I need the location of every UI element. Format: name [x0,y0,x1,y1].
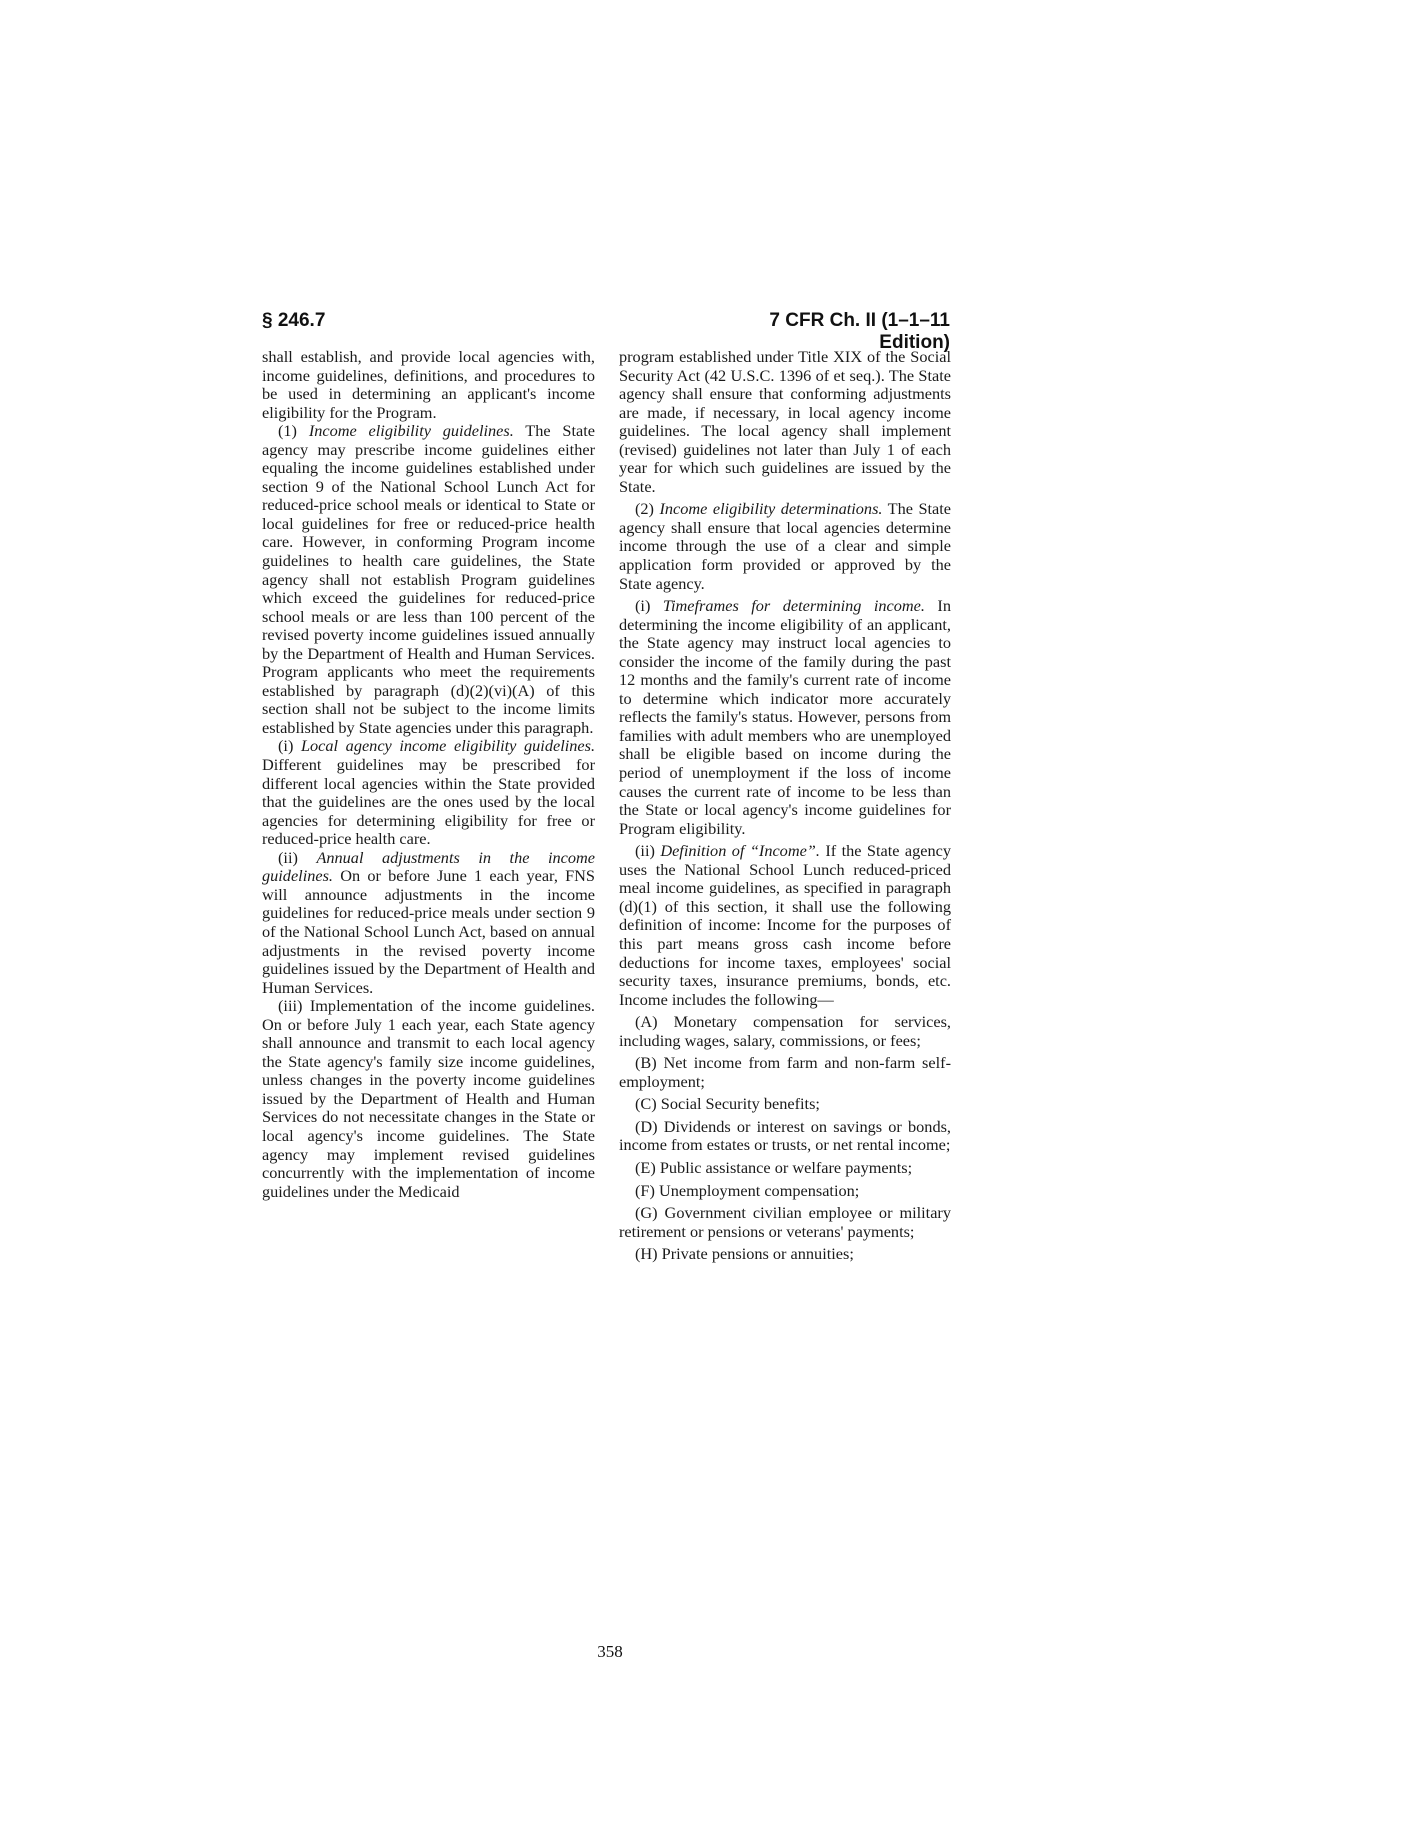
paragraph-income-eligibility-determinations [619,500,951,593]
list-item: (C) Social Security benefits; [635,1094,820,1114]
paragraph-label: (i) [278,736,301,756]
list-item: (D) Dividends or interest on savings or bonds, income from estates or trusts, or net rental income; [619,1116,951,1155]
left-column [262,348,595,1201]
list-item: (E) Public assistance or welfare payments; [635,1157,913,1177]
list-item: (G) Government civilian employee or military retirement or pensions or veterans' payments; [619,1203,951,1241]
paragraph-heading: Annual adjustments in the income guidelines. [262,847,595,886]
paragraph-body: The State agency may prescribe income guidelines either equaling the income guidelines established under section 9 of the National School Lunch Act for reduced-price school meals or identical to State or local guidelines for free or reduced-price health care. However, in conforming Program income guidelines to health care guidelines, the State agency shall not establish Program guidelines which exceed the guidelines for reduced-price school meals or are less than 100 percent of the revised poverty income guidelines issued annually by the Department of Health and Human Services. Program applicants who meet the requirements established by paragraph (d)(2)(vi)(A) of this section shall not be subject to the income limits established by State agencies under this paragraph. [262,421,595,737]
paragraph-intro: shall establish, and provide local agencies with, income guidelines, definitions, and procedures to be used in determining an applicant's income eligibility for the Program. [262,347,595,422]
paragraph-body: On or before June 1 each year, FNS will announce adjustments in the income guidelines for reduced-price meals under section 9 of the National School Lunch Act, based on annual adjustments in the revised poverty income guidelines issued by the Department of Health and Human Services. [262,866,595,997]
paragraph-implementation: (iii) Implementation of the income guidelines. On or before July 1 each year, each State agency shall announce and transmit to each local agency the State agency's family size income guidelines, unless changes in the poverty income guidelines issued by the Department of Health and Human Services do not necessitate changes in the State or local agency's income guidelines. The State agency may implement revised guidelines concurrently with the implementation of income guidelines under the Medicaid [262,996,595,1201]
paragraph-heading: Timeframes for determining income. [662,596,925,616]
paragraph-local-agency-guidelines [262,737,595,848]
paragraph-body: If the State agency uses the National School Lunch reduced-priced meal income guidelines, as specified in paragraph (d)(1) of this section, it shall use the following definition of income: Income for the purposes of this part means gross cash income before deductions for income taxes, employees' social security taxes, insurance premiums, bonds, etc. Income includes the following— [619,841,952,1009]
paragraph-label: (ii) [278,847,317,867]
paragraph-body: In determining the income eligibility of an applicant, the State agency may instruct local agencies to consider the income of the family during the past 12 months and the family's current rate of income to determine which indicator more accurately reflects the family's status. However, persons from families with adult members who are unemployed shall be eligible based on income during the period of unemployment if the loss of income causes the current rate of income to be less than the State or local agency's income guidelines for Program eligibility. [619,596,951,838]
list-item: (A) Monetary compensation for services, including wages, salary, commissions, or fees; [619,1012,951,1050]
paragraph-heading: Definition of “Income”. [660,841,820,861]
paragraph-heading: Income eligibility determinations. [659,499,883,519]
paragraph-label: (2) [635,499,660,519]
section-number: § 246.7 [262,310,326,331]
paragraph-continuation: program established under Title XIX of the Social Security Act (42 U.S.C. 1396 of et seq.). The State agency shall ensure that conforming adjustments are made, if necessary, in local agency income guidelines. The local agency shall implement (revised) guidelines not later than July 1 of each year for which such guidelines are issued by the State. [619,347,951,496]
list-item: (F) Unemployment compensation; [635,1180,860,1200]
right-column [619,348,951,1264]
list-item: (B) Net income from farm and non-farm self-employment; [619,1053,951,1091]
page-number: 358 [597,1642,623,1661]
paragraph-label: (i) [635,596,663,616]
paragraph-label: (1) [278,421,309,441]
paragraph-timeframes [619,597,951,838]
paragraph-body: The State agency shall ensure that local agencies determine income through the use of a clear and simple application form provided or approved by the State agency. [619,499,952,593]
paragraph-annual-adjustments [262,849,595,997]
paragraph-heading: Income eligibility guidelines. [308,421,514,441]
running-title: 7 CFR Ch. II (1–1–11 Edition) [769,310,950,353]
paragraph-definition-of-income [619,842,951,1009]
paragraph-label: (ii) [635,841,661,861]
paragraph-heading: Local agency income eligibility guidelines. [300,736,596,756]
paragraph-income-eligibility-guidelines [262,422,595,737]
list-item: (H) Private pensions or annuities; [635,1244,854,1264]
paragraph-body: Different guidelines may be prescribed for different local agencies within the State provided that the guidelines are the ones used by the local agencies for determining eligibility for free or reduced-price health care. [262,755,595,849]
